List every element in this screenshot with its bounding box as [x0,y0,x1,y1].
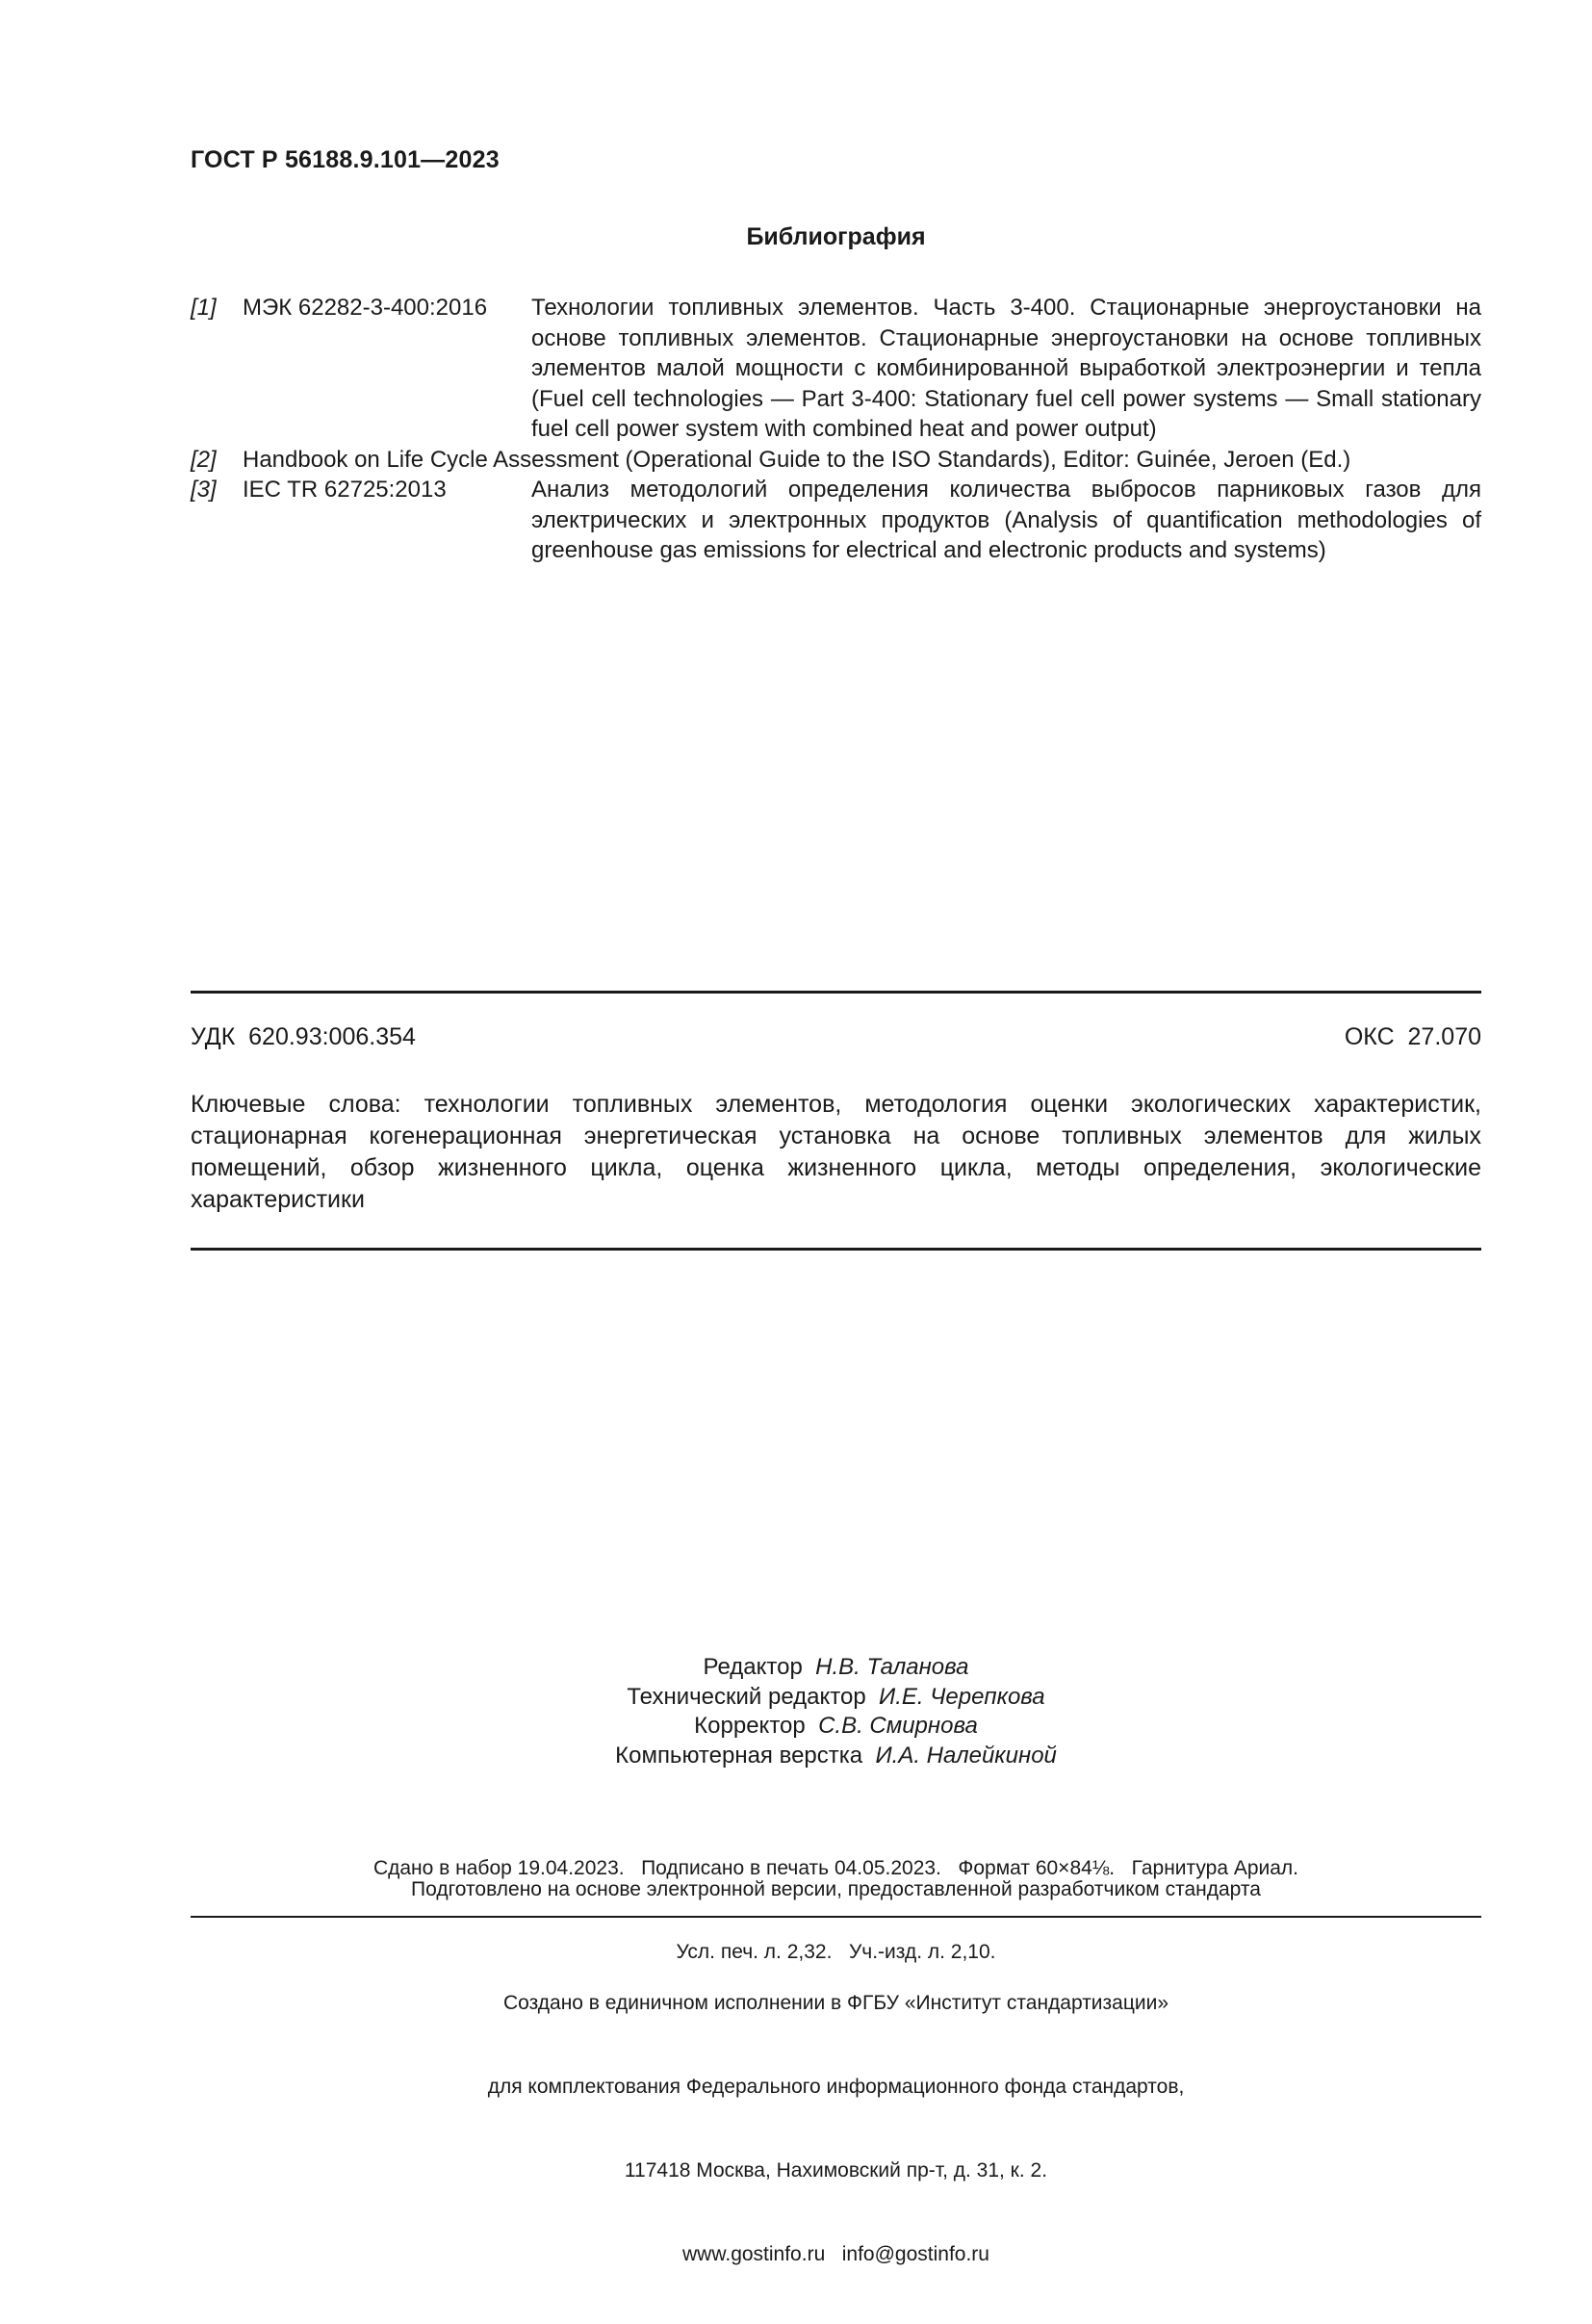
footer-line: Создано в единичном исполнении в ФГБУ «Институт стандартизации» [502,1992,1169,2014]
entry-code: IEC TR 62725:2013 [243,477,447,503]
bibliography-entry [191,293,1481,445]
credit-name: И.Е. Черепкова [879,1683,1045,1710]
credit-name: С.В. Смирнова [818,1713,978,1739]
credit-editor [191,1653,1481,1683]
entry-text: Handbook on Life Cycle Assessment (Operational Guide to the ISO Standards), Editor: Guinée, Jeroen (Ed.) [243,446,1351,473]
credit-tech-editor [191,1683,1481,1713]
credits-block [191,1653,1481,1770]
oks-code: ОКС 27.070 [1344,1023,1481,1050]
credit-corrector [191,1712,1481,1742]
entry-code: МЭК 62282-3-400:2016 [243,295,488,321]
credit-name: И.А. Налейкиной [875,1742,1057,1769]
divider-top [191,991,1481,994]
entry-number: [2] [191,446,217,473]
publisher-footer [191,1933,1481,2324]
bibliography-entry [191,445,1481,476]
document-code: ГОСТ Р 56188.9.101—2023 [191,146,500,173]
credit-label: Редактор [703,1654,803,1680]
prepared-note: Подготовлено на основе электронной версии, предоставленной разработчиком стандарта [411,1878,1261,1900]
keywords-text: Ключевые слова: технологии топливных элементов, методология оценки экологических характеристик, стационарная когенерационная энергетическая установка на основе топливных элементов для жилых помещений, обзор жизненного цикла, оценка жизненного цикла, методы определения, экологические характеристики [191,1091,1481,1213]
credit-layout [191,1742,1481,1771]
bibliography-title: Библиография [746,223,926,250]
print-info-line: Сдано в набор 19.04.2023. Подписано в печать 04.05.2023. Формат 60×84⅛. Гарнитура Ариал. [372,1857,1299,1879]
credit-name: Н.В. Таланова [815,1654,969,1680]
print-info-line: Усл. печ. л. 2,32. Уч.-изд. л. 2,10. [676,1941,996,1963]
divider-footer [191,1916,1481,1918]
entry-text: Технологии топливных элементов. Часть 3-400. Стационарные энергоустановки на основе топливных элементов. Стационарные энергоустановки на основе топливных элементов малой мощности с комбинированной выработкой электроэнергии и тепла (Fuel cell technologies — Part 3-400: Stationary fuel cell power systems — Small stationary fuel cell power system with combined heat and power output) [531,295,1481,442]
entry-text: Анализ методологий определения количества выбросов парниковых газов для электрических и электронных продуктов (Analysis of quantification methodologies of greenhouse gas emissions for electrical and electronic products and systems) [531,477,1481,563]
entry-number: [1] [191,295,217,321]
entry-number: [3] [191,477,217,503]
footer-line: 117418 Москва, Нахимовский пр-т, д. 31, к. 2. [624,2159,1048,2182]
credit-label: Технический редактор [627,1683,866,1710]
bibliography-entry [191,475,1481,566]
udk-code: УДК 620.93:006.354 [191,1023,416,1050]
credit-label: Компьютерная верстка [615,1742,863,1769]
footer-line: для комплектования Федерального информационного фонда стандартов, [487,2076,1185,2098]
bibliography-list [191,293,1481,566]
divider-keywords [191,1248,1481,1251]
footer-line: www.gostinfo.ru info@gostinfo.ru [682,2243,989,2265]
credit-label: Корректор [694,1713,806,1739]
